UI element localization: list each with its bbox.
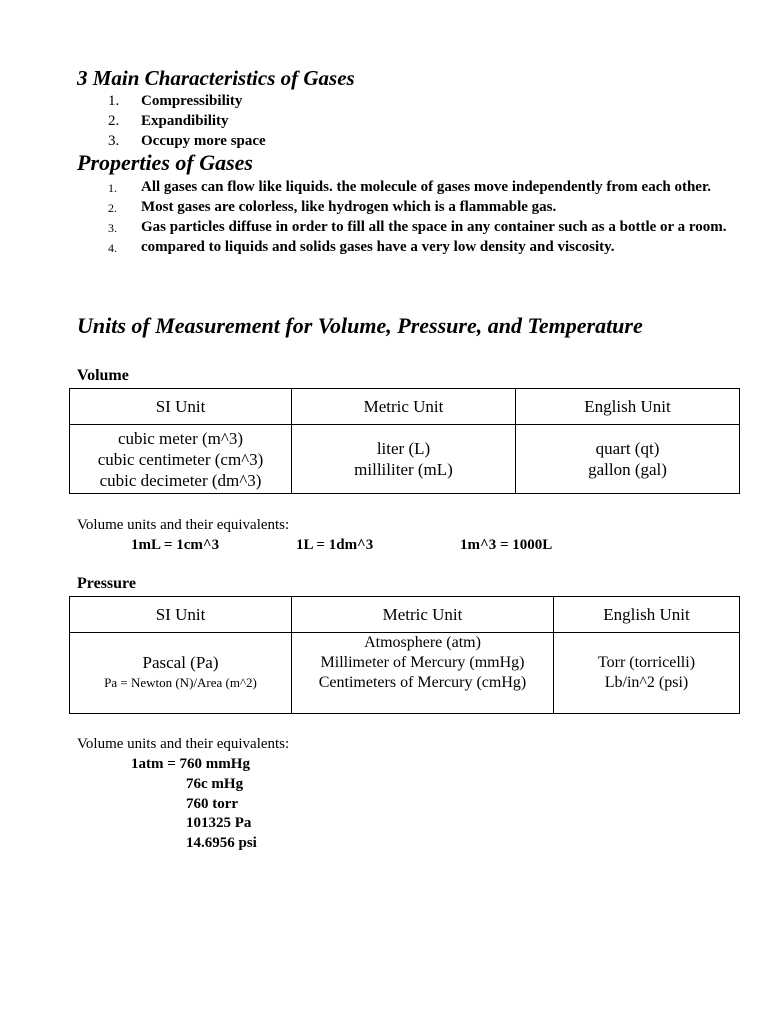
list-text: Compressibility (141, 93, 243, 109)
cell-line: Atmosphere (atm) (364, 634, 481, 651)
list-text: compared to liquids and solids gases have a very low density and viscosity. (141, 239, 615, 255)
list-number: 2. (108, 201, 117, 215)
list-text: Most gases are colorless, like hydrogen which is a flammable gas. (141, 199, 557, 215)
list-item: 76c mHg (186, 776, 244, 792)
list-item (108, 197, 733, 217)
pressure-equivalents-list (186, 775, 257, 853)
pressure-table (69, 596, 740, 714)
list-item: 760 torr (186, 795, 239, 812)
list-item (108, 111, 708, 131)
cell-line: cubic meter (m^3) (117, 428, 244, 448)
cell-line: Torr (torricelli) (597, 654, 696, 671)
cell-subline: Pa = Newton (N)/Area (m^2) (104, 675, 257, 690)
column-header: SI Unit (70, 389, 292, 425)
volume-equivalent: 1L = 1dm^3 (296, 537, 374, 553)
list-text: Gas particles diffuse in order to fill all the space in any container such as a bottle or a room. (141, 219, 727, 235)
volume-equivalent: 1mL = 1cm^3 (131, 537, 220, 553)
list-item (108, 237, 733, 257)
list-text: Occupy more space (141, 133, 266, 149)
list-number: 3. (108, 133, 120, 149)
table-cell (70, 425, 292, 494)
list-item: 14.6956 psi (186, 834, 257, 851)
characteristics-list (108, 91, 708, 151)
table-cell (292, 425, 516, 494)
cell-line: Millimeter of Mercury (mmHg) (320, 654, 525, 671)
cell-line: Pascal (Pa) (142, 653, 219, 672)
table-row (70, 425, 740, 494)
column-header: English Unit (516, 389, 740, 425)
volume-equivalent: 1m^3 = 1000L (460, 537, 553, 553)
properties-list (108, 177, 733, 257)
cell-line: milliliter (mL) (354, 460, 453, 479)
list-number: 3. (108, 221, 117, 235)
list-number: 2. (108, 113, 120, 129)
table-cell (70, 633, 292, 714)
cell-line: Lb/in^2 (psi) (604, 674, 689, 691)
table-cell (516, 425, 740, 494)
cell-line: quart (qt) (595, 439, 660, 458)
properties-heading: Properties of Gases (77, 150, 253, 175)
cell-line: liter (L) (376, 439, 431, 458)
list-number: 1. (108, 93, 120, 109)
table-row (70, 633, 740, 714)
table-header-row (70, 597, 740, 633)
volume-table (69, 388, 740, 494)
cell-line: cubic decimeter (dm^3) (99, 470, 262, 490)
pressure-equivalents-title: Volume units and their equivalents: (77, 736, 290, 752)
column-header: SI Unit (70, 597, 292, 633)
cell-line: gallon (gal) (588, 460, 667, 479)
list-item (108, 91, 708, 111)
list-item (108, 217, 733, 237)
units-heading: Units of Measurement for Volume, Pressure, and Temperature (77, 313, 643, 338)
list-text: Expandibility (141, 113, 229, 129)
pressure-label: Pressure (77, 575, 136, 592)
column-header: English Unit (554, 597, 740, 633)
list-number: 4. (108, 241, 117, 255)
volume-equivalents-title: Volume units and their equivalents: (77, 517, 290, 533)
table-cell (554, 633, 740, 714)
cell-line: Centimeters of Mercury (cmHg) (318, 674, 527, 691)
volume-label: Volume (77, 367, 129, 384)
column-header: Metric Unit (292, 389, 516, 425)
list-text: All gases can flow like liquids. the molecule of gases move independently from each other. (141, 179, 711, 195)
list-item (108, 131, 708, 151)
column-header: Metric Unit (292, 597, 554, 633)
table-cell (292, 633, 554, 714)
list-item (108, 177, 733, 197)
list-number: 1. (108, 181, 117, 195)
characteristics-heading: 3 Main Characteristics of Gases (77, 66, 355, 90)
cell-line: cubic centimeter (cm^3) (97, 449, 264, 469)
pressure-equivalent-lead: 1atm = 760 mmHg (131, 756, 250, 772)
list-item: 101325 Pa (186, 815, 252, 831)
table-header-row (70, 389, 740, 425)
